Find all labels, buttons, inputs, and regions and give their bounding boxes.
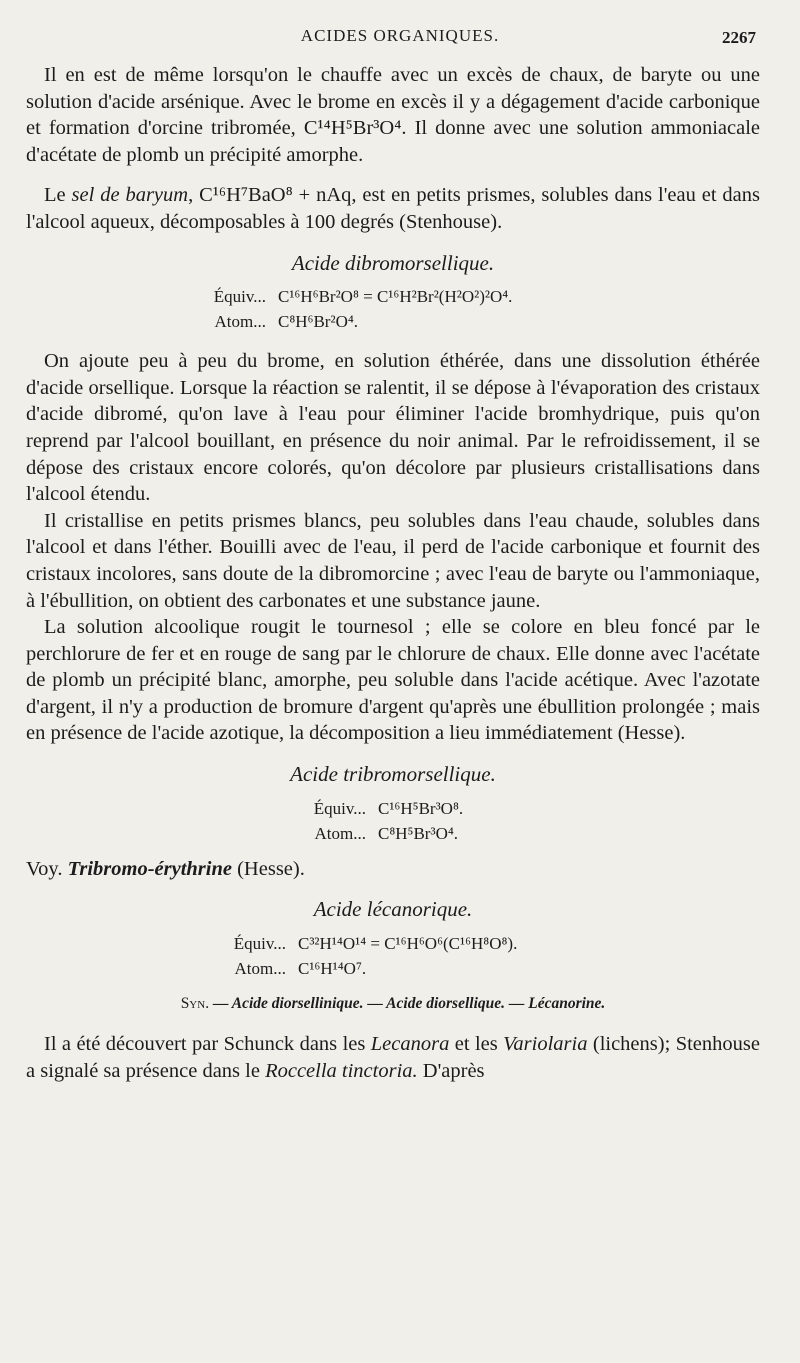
atom-formula: C¹⁶H¹⁴O⁷. xyxy=(298,958,367,978)
page-header xyxy=(0,24,800,52)
atom-label: Atom... xyxy=(234,958,286,978)
section-heading-tribromorsellique: Acide tribromorsellique. xyxy=(290,762,496,787)
paragraph-5: La solution alcoolique rougit le tournesol ; elle se colore en bleu foncé par le perchlorure de fer et en rouge de sang par le chlorure de chaux. Elle donne avec l'acétate de plomb un précipité blanc, amorphe, peu soluble dans l'acide acétique. Avec l'azotate d'argent, il n'y a production de bromure d'argent qu'après une ébullition prolongée ; mais en présence de l'acide azotique, la décomposition a lieu immédiatement (Hesse). xyxy=(26,616,760,745)
paragraph-2-pre: Le xyxy=(44,184,72,207)
see-also-line xyxy=(26,856,760,883)
paragraph-6-f: Roccella tinctoria. xyxy=(265,1060,418,1083)
atom-label: Atom... xyxy=(214,312,266,332)
paragraph-2-em: sel de baryum xyxy=(71,184,189,207)
equiv-label: Équiv... xyxy=(313,798,366,818)
voy-pre: Voy. xyxy=(26,857,68,880)
paragraph-2-post: , C¹⁶H⁷BaO⁸ + nAq, est en petits prismes, solubles dans l'eau et dans l'alcool aqueux, décomposables à 100 degrés (Stenhouse). xyxy=(26,184,760,233)
formula-block-lecanorique xyxy=(196,931,760,981)
formula-block-tribromorsellique xyxy=(276,796,760,846)
page-number: 2267 xyxy=(722,28,756,47)
paragraph-4: Il cristallise en petits prismes blancs, peu solubles dans l'eau chaude, solubles dans l'alcool et dans l'éther. Bouilli avec de l'eau, il perd de l'acide carbonique et fournit des cristaux incolores, sans doute de la dibromorcine ; avec l'eau de baryte ou l'ammoniaque, à l'ébullition, on obtient des carbonates et une substance jaune. xyxy=(26,509,760,612)
equiv-label: Équiv... xyxy=(233,933,286,953)
running-title: ACIDES ORGANIQUES. xyxy=(300,26,500,45)
synonyms-label: Syn. xyxy=(180,994,210,1012)
paragraph-6-d: Variolaria xyxy=(503,1033,588,1056)
paragraph-6 xyxy=(26,1031,760,1084)
page-body xyxy=(26,62,760,1085)
paragraph-6-a: Il a été découvert par Schunck dans les xyxy=(44,1033,371,1056)
voy-em: Tribromo-érythrine xyxy=(67,857,232,880)
equiv-formula: C¹⁶H⁵Br³O⁸. xyxy=(378,798,464,818)
equiv-label: Équiv... xyxy=(213,287,266,307)
equiv-formula: C³²H¹⁴O¹⁴ = C¹⁶H⁶O⁶(C¹⁶H⁸O⁸). xyxy=(298,933,518,953)
paragraph-1: Il en est de même lorsqu'on le chauffe avec un excès de chaux, de baryte ou une solution d'acide arsénique. Avec le brome en excès il y a dégagement d'acide carbonique et formation d'orcine tribromée, C¹⁴H⁵Br³O⁴. Il donne avec une solution ammoniacale d'acétate de plomb un précipité amorphe. xyxy=(26,64,760,166)
equiv-formula: C¹⁶H⁶Br²O⁸ = C¹⁶H²Br²(H²O²)²O⁴. xyxy=(278,287,513,307)
paragraph-6-b: Lecanora xyxy=(370,1033,450,1056)
voy-post: (Hesse). xyxy=(231,857,305,880)
paragraph-3: On ajoute peu à peu du brome, en solution éthérée, dans une dissolution éthérée d'acide orsellique. Lorsque la réaction se ralentit, il se dépose à l'évaporation des cristaux d'acide dibromé, qu'on lave à l'eau pour éliminer l'acide bromhydrique, puis qu'on reprend par l'alcool bouillant, en présence du noir animal. Par le refroidissement, il se dépose des cristaux encore colorés, qu'on décolore par plusieurs cristallisations dans l'alcool étendu. xyxy=(26,350,760,506)
formula-block-dibromorsellique xyxy=(176,284,760,334)
atom-label: Atom... xyxy=(314,823,366,843)
paragraph-2 xyxy=(26,182,760,235)
section-heading-lecanorique: Acide lécanorique. xyxy=(313,897,473,922)
synonyms-line xyxy=(26,991,760,1018)
section-heading-dibromorsellique: Acide dibromorsellique. xyxy=(291,250,495,275)
paragraph-6-g: D'après xyxy=(417,1060,485,1083)
paragraph-6-c: et les xyxy=(449,1033,504,1056)
atom-formula: C⁸H⁵Br³O⁴. xyxy=(378,823,459,843)
paragraph-6-e: (lichens); Stenhouse a signalé sa présence dans le xyxy=(26,1033,760,1083)
atom-formula: C⁸H⁶Br²O⁴. xyxy=(278,312,359,332)
synonyms-text: — Acide diorsellinique. — Acide diorsellique. — Lécanorine. xyxy=(209,994,606,1012)
